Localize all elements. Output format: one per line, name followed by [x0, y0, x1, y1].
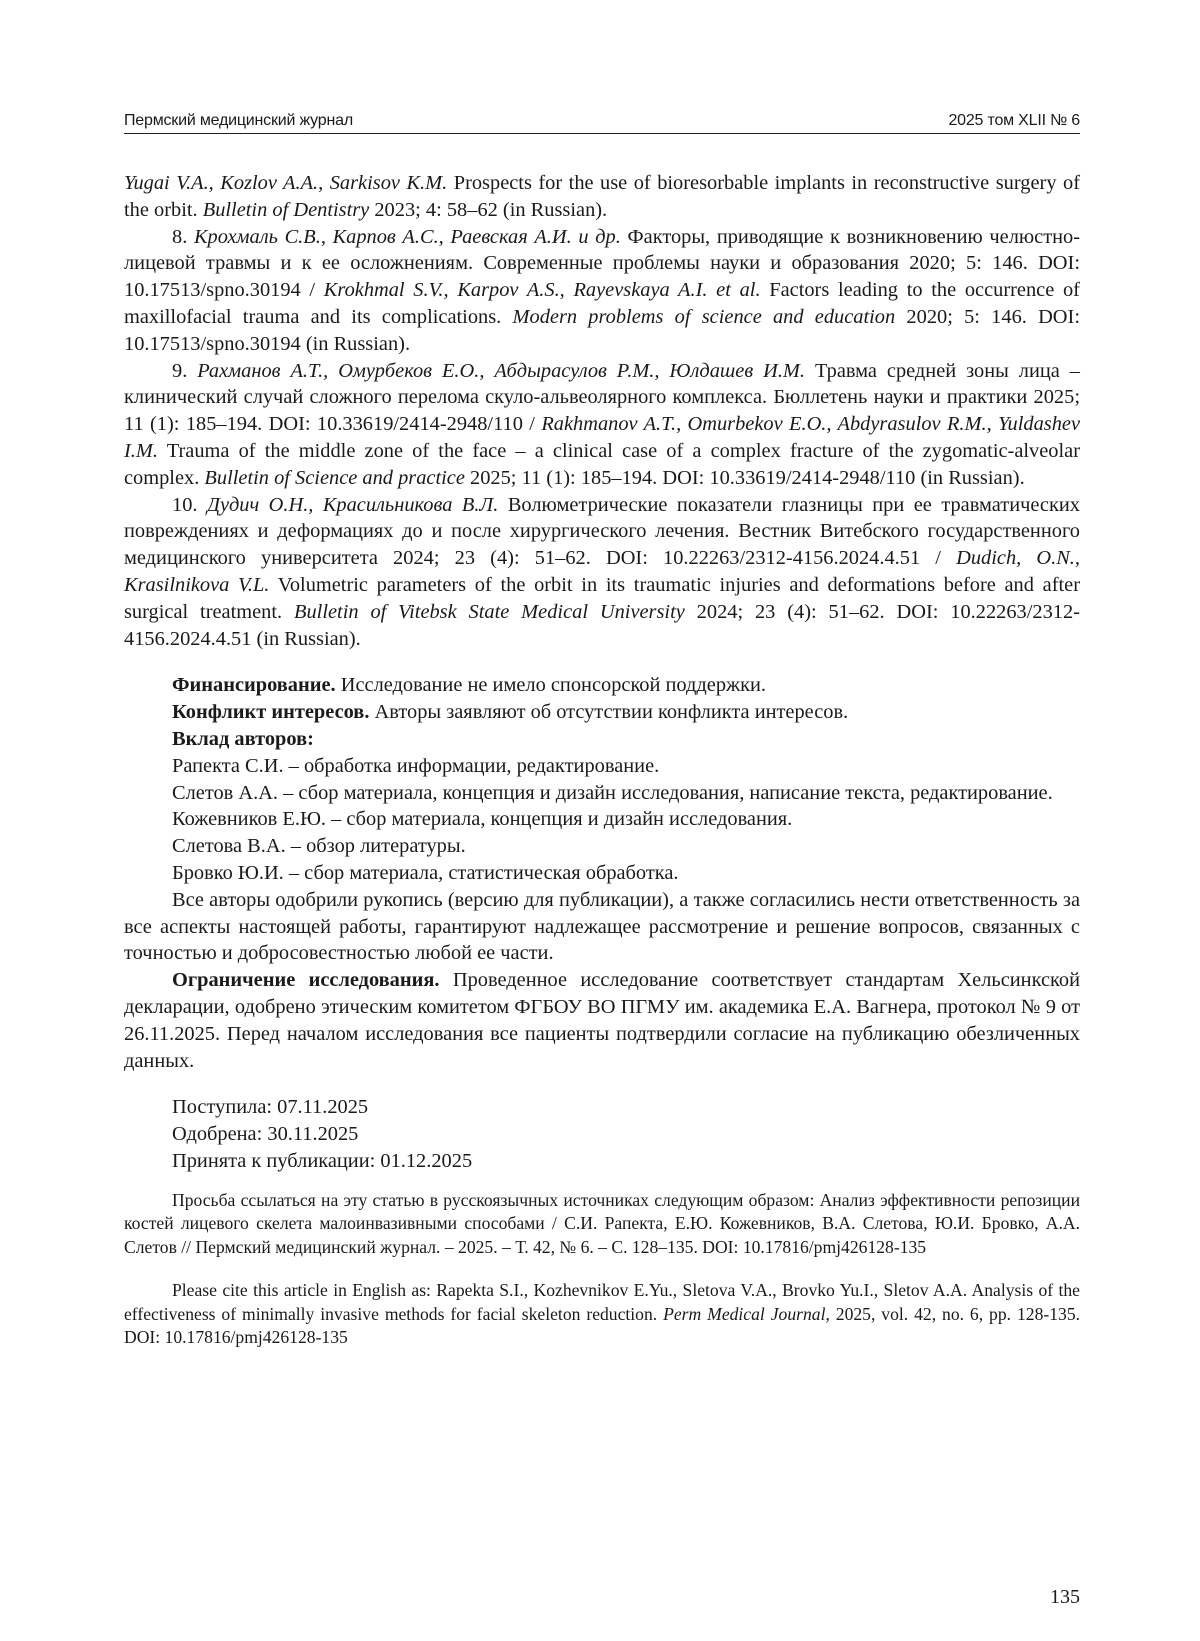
citation-russian: Просьба ссылаться на эту статью в русскоязычных источниках следующим образом: Анализ эффективности репозиции костей лицевого скелета малоинвазивными способами / С.И. Рапекта, Е.Ю. Кожевников, В.А. Слетова, Ю.И. Бровко, А.А. Слетов // Пермский медицинский журнал. – 2025. – Т. 42, № 6. – С. 128–135. DOI: 10.17816/pmj426128-135: [124, 1189, 1080, 1257]
conflict-statement: [124, 699, 1080, 726]
limitation-text: Проведенное исследование соответствует стандартам Хельсинкской декларации, одобрено этическим комитетом ФГБОУ ВО ПГМУ им. академика Е.А. Вагнера, протокол № 9 от 26.11.2025. Перед началом исследования все пациенты подтвердили согласие на публикацию обезличенных данных.: [124, 969, 1080, 1072]
page-content: [124, 170, 1080, 1350]
header-divider: [124, 133, 1080, 134]
reference-9: [124, 358, 1080, 492]
funding-text: Исследование не имело спонсорской поддержки.: [340, 674, 767, 697]
limitation-statement: [124, 967, 1080, 1074]
issue-info: 2025 том XLII № 6: [948, 112, 1080, 129]
running-header: [124, 108, 1080, 130]
ref7-title: Prospects for the use of bioresorbable implants in reconstructive surgery of the orbit.: [124, 172, 1080, 221]
funding-statement: [124, 672, 1080, 699]
journal-title: Пермский медицинский журнал: [124, 112, 353, 129]
ref8-title-en: Factors leading to the occurrence of maxillofacial trauma and its complications.: [124, 279, 1080, 328]
ref9-details-en: 2025; 11 (1): 185–194. DOI: 10.33619/2414-2948/110 (in Russian).: [470, 466, 1025, 489]
ref8-details-en: 2020; 5: 146. DOI: 10.17513/spno.30194 (in Russian).: [124, 305, 1080, 355]
citation-en-text: Please cite this article in English as: Rapekta S.I., Kozhevnikov E.Yu., Sletova V.A., Brovko Yu.I., Sletov A.A. Analysis of the effectiveness of minimally invasive methods for facial skeleton reduction.: [124, 1280, 1080, 1324]
ref10-journal-en: Bulletin of Vitebsk State Medical University: [294, 600, 685, 623]
ref7-details: 2023; 4: 58–62 (in Russian).: [374, 198, 608, 221]
ref10-text-ru: Волюметрические показатели глазницы при ее травматических повреждениях и деформациях до и после хирургического лечения. Вестник Витебского государственного медицинского университета 2024; 23 (4): 51–62. DOI: 10.22263/2312-4156.2024.4.51 /: [124, 493, 1080, 570]
ref8-authors-ru: Крохмаль С.В., Карпов А.С., Раевская А.И. и др.: [193, 225, 621, 248]
contribution-label: Вклад авторов:: [172, 727, 314, 750]
ref10-title-en: Volumetric parameters of the orbit in its traumatic injuries and deformations before and after surgical treatment.: [124, 573, 1080, 623]
contribution-item: Слетова В.А. – обзор литературы.: [172, 835, 466, 858]
ref9-title-en: Trauma of the middle zone of the face – a clinical case of a complex fracture of the zygomatic-alveolar complex.: [124, 439, 1081, 489]
contribution-item: Кожевников Е.Ю. – сбор материала, концепция и дизайн исследования.: [172, 808, 793, 831]
contribution-item: Слетов А.А. – сбор материала, концепция и дизайн исследования, написание текста, редактирование.: [172, 781, 1053, 804]
contribution-heading: [124, 726, 1080, 753]
limitation-label: Ограничение исследования.: [172, 969, 440, 992]
ref7-journal: Bulletin of Dentistry: [202, 198, 370, 221]
ref9-journal-en: Bulletin of Science and practice: [204, 466, 465, 489]
ref9-text-ru: Травма средней зоны лица – клинический случай сложного перелома скуло-альвеолярного комплекса. Бюллетень науки и практики 2025; 11 (1): 185–194. DOI: 10.33619/2414-2948/110 /: [124, 359, 1080, 436]
ref9-number: 9.: [172, 359, 188, 382]
reference-10: [124, 492, 1080, 653]
date-approved: Одобрена: 30.11.2025: [172, 1123, 359, 1146]
conflict-text: Авторы заявляют об отсутствии конфликта интересов.: [374, 701, 849, 724]
ref8-number: 8.: [172, 225, 188, 248]
ref10-details-en: 2024; 23 (4): 51–62. DOI: 10.22263/2312-4156.2024.4.51 (in Russian).: [124, 600, 1080, 650]
citation-english: [124, 1279, 1080, 1350]
ref10-authors-ru: Дудич О.Н., Красильникова В.Л.: [206, 493, 499, 516]
spacer: [124, 1175, 1080, 1189]
ref8-text-ru: Факторы, приводящие к возникновению челюстно-лицевой травмы и к ее осложнениям. Современные проблемы науки и образования 2020; 5: 146. DOI: 10.17513/spno.30194 /: [124, 225, 1080, 302]
page-number: 135: [1050, 1586, 1080, 1608]
date-received: Поступила: 07.11.2025: [172, 1096, 369, 1119]
funding-label: Финансирование.: [172, 674, 336, 697]
authors-approval: Все авторы одобрили рукопись (версию для публикации), а также согласились нести ответственность за все аспекты настоящей работы, гарантируют надлежащее рассмотрение и решение вопросов, связанных с точностью и добросовестностью любой ее части.: [124, 888, 1080, 965]
ref7-authors: Yugai V.A., Kozlov A.A., Sarkisov K.M.: [124, 172, 448, 194]
spacer: [124, 652, 1080, 672]
ref9-authors-ru: Рахманов А.Т., Омурбеков Е.О., Абдырасулов Р.М., Юлдашев И.М.: [197, 359, 806, 382]
ref8-journal-en: Modern problems of science and education: [512, 305, 896, 328]
ref9-authors-en: Rakhmanov A.T., Omurbekov E.O., Abdyrasulov R.M., Yuldashev I.M.: [124, 413, 1080, 462]
ref10-authors-en: Dudich, O.N., Krasilnikova V.L.: [124, 547, 1080, 596]
citation-en-journal: Perm Medical Journal: [663, 1303, 826, 1324]
date-accepted: Принята к публикации: 01.12.2025: [172, 1149, 473, 1172]
reference-8: [124, 224, 1080, 358]
contribution-item: Бровко Ю.И. – сбор материала, статистическая обработка.: [172, 861, 679, 884]
reference-7-tail: [124, 170, 1080, 224]
conflict-label: Конфликт интересов.: [172, 701, 370, 724]
contribution-item: Рапекта С.И. – обработка информации, редактирование.: [172, 754, 660, 777]
spacer: [124, 1074, 1080, 1094]
citation-en-details: , 2025, vol. 42, no. 6, pp. 128-135. DOI: 10.17816/pmj426128-135: [124, 1303, 1081, 1348]
spacer: [124, 1259, 1080, 1279]
ref10-number: 10.: [172, 493, 198, 516]
ref8-authors-en: Krokhmal S.V., Karpov A.S., Rayevskaya A.I. et al.: [323, 279, 761, 302]
